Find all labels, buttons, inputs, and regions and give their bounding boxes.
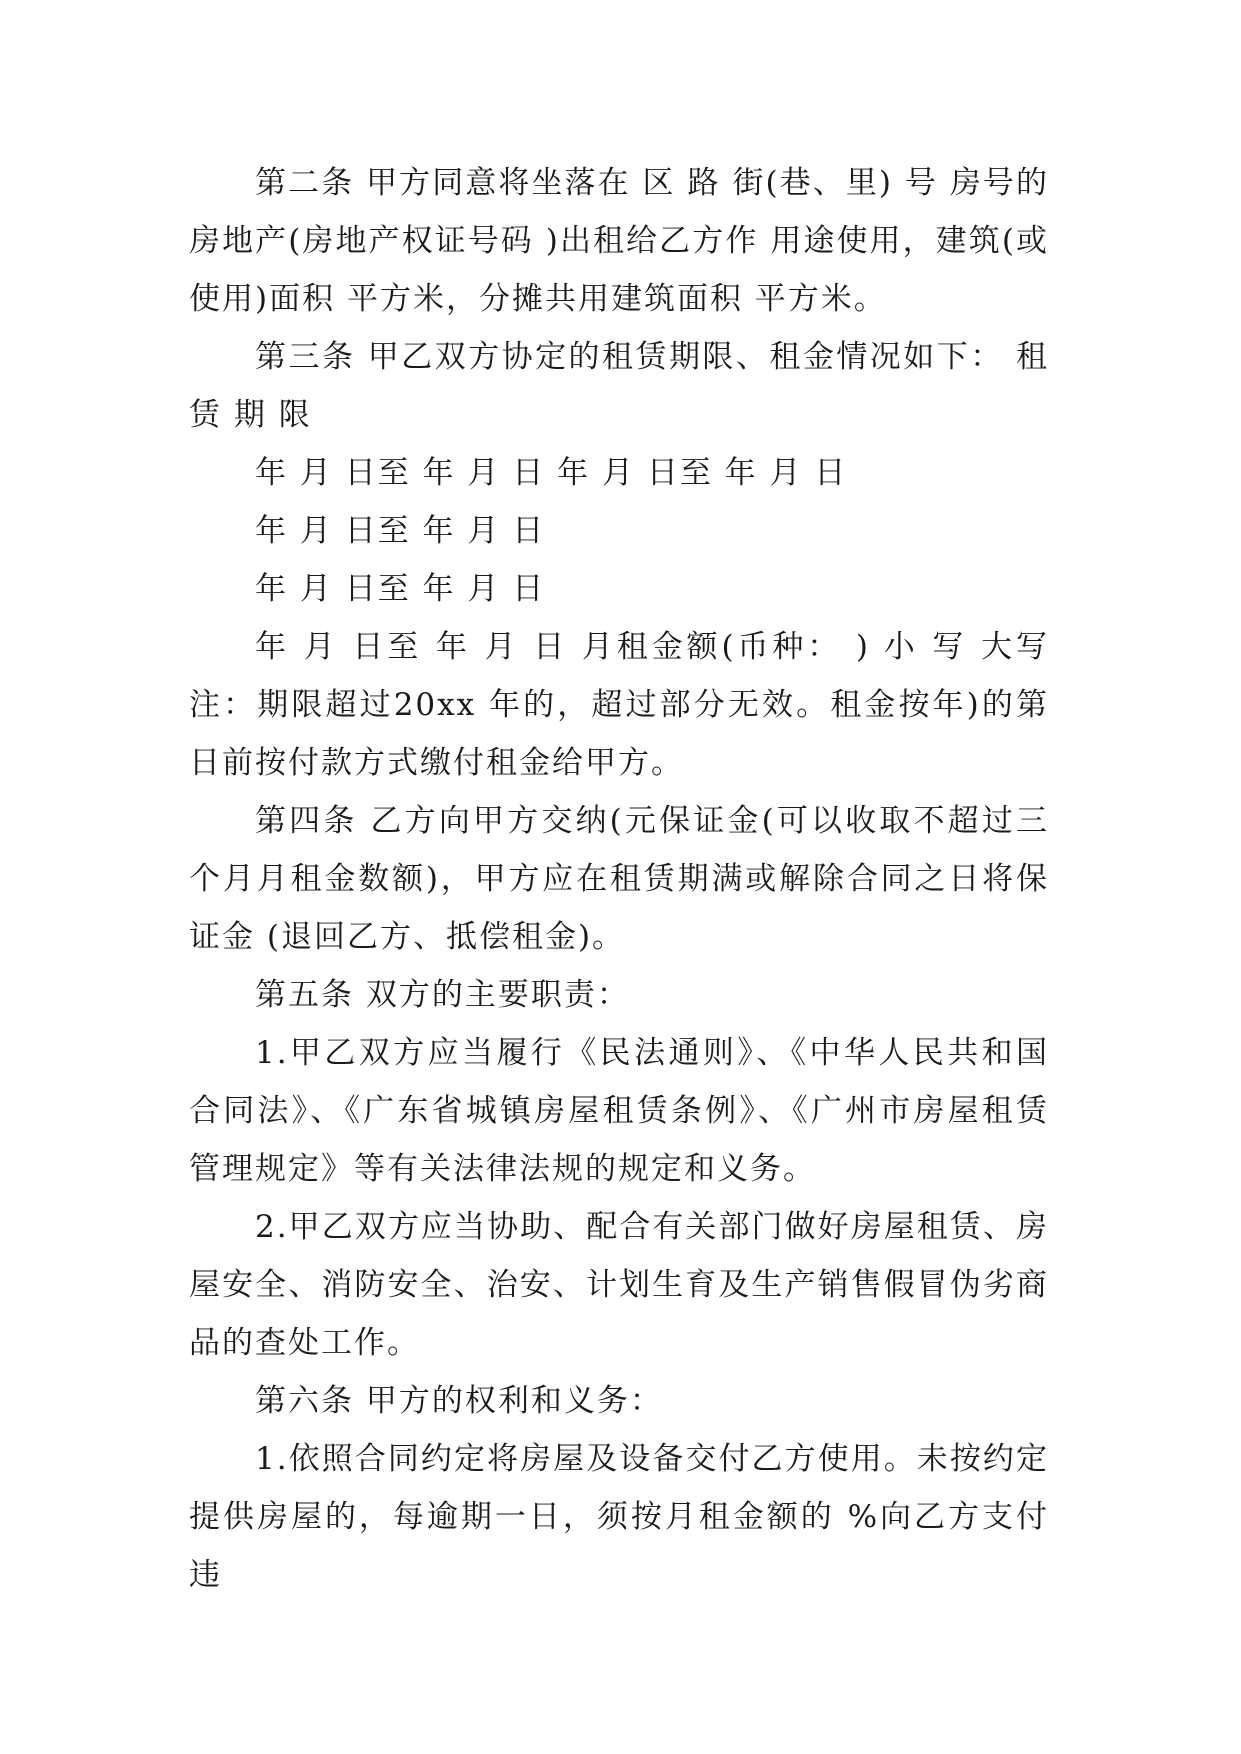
- paragraph-lease-period-2: 年 月 日至 年 月 日: [255, 513, 546, 549]
- paragraph-article-5-item-2: 2.甲乙双方应当协助、配合有关部门做好房屋租赁、房屋安全、消防安全、治安、计划生育及生产销售假冒伪劣商品的查处工作。: [189, 1209, 1049, 1361]
- paragraph-article-6: 第六条 甲方的权利和义务：: [255, 1383, 663, 1419]
- paragraph-article-3: 第三条 甲乙双方协定的租赁期限、租金情况如下： 租赁 期 限: [189, 339, 1049, 433]
- paragraph-article-2: 第二条 甲方同意将坐落在 区 路 街(巷、里) 号 房号的房地产(房地产权证号码 )出租给乙方作 用途使用，建筑(或使用)面积 平方米，分摊共用建筑面积 平方米。: [189, 165, 1049, 317]
- paragraph-rent-amount: 年 月 日至 年 月 日 月租金额(币种： ) 小 写 大写 注：期限超过20xx 年的，超过部分无效。租金按年)的第日前按付款方式缴付租金给甲方。: [189, 629, 1061, 781]
- paragraph-article-5-item-1: 1.甲乙双方应当履行《民法通则》、《中华人民共和国合同法》、《广东省城镇房屋租赁条例》、《广州市房屋租赁管理规定》等有关法律法规的规定和义务。: [189, 1035, 1049, 1187]
- paragraph-article-5: 第五条 双方的主要职责：: [255, 977, 630, 1013]
- paragraph-article-6-item-1: 1.依照合同约定将房屋及设备交付乙方使用。未按约定提供房屋的，每逾期一日，须按月租金额的 %向乙方支付违: [189, 1441, 1049, 1593]
- paragraph-lease-period-1: 年 月 日至 年 月 日 年 月 日至 年 月 日: [255, 455, 848, 491]
- document-page: [189, 154, 1061, 1604]
- paragraph-article-4: 第四条 乙方向甲方交纳(元保证金(可以收取不超过三个月月租金数额)，甲方应在租赁期满或解除合同之日将保证金 (退回乙方、抵偿租金)。: [189, 803, 1049, 955]
- paragraph-lease-period-3: 年 月 日至 年 月 日: [255, 571, 546, 607]
